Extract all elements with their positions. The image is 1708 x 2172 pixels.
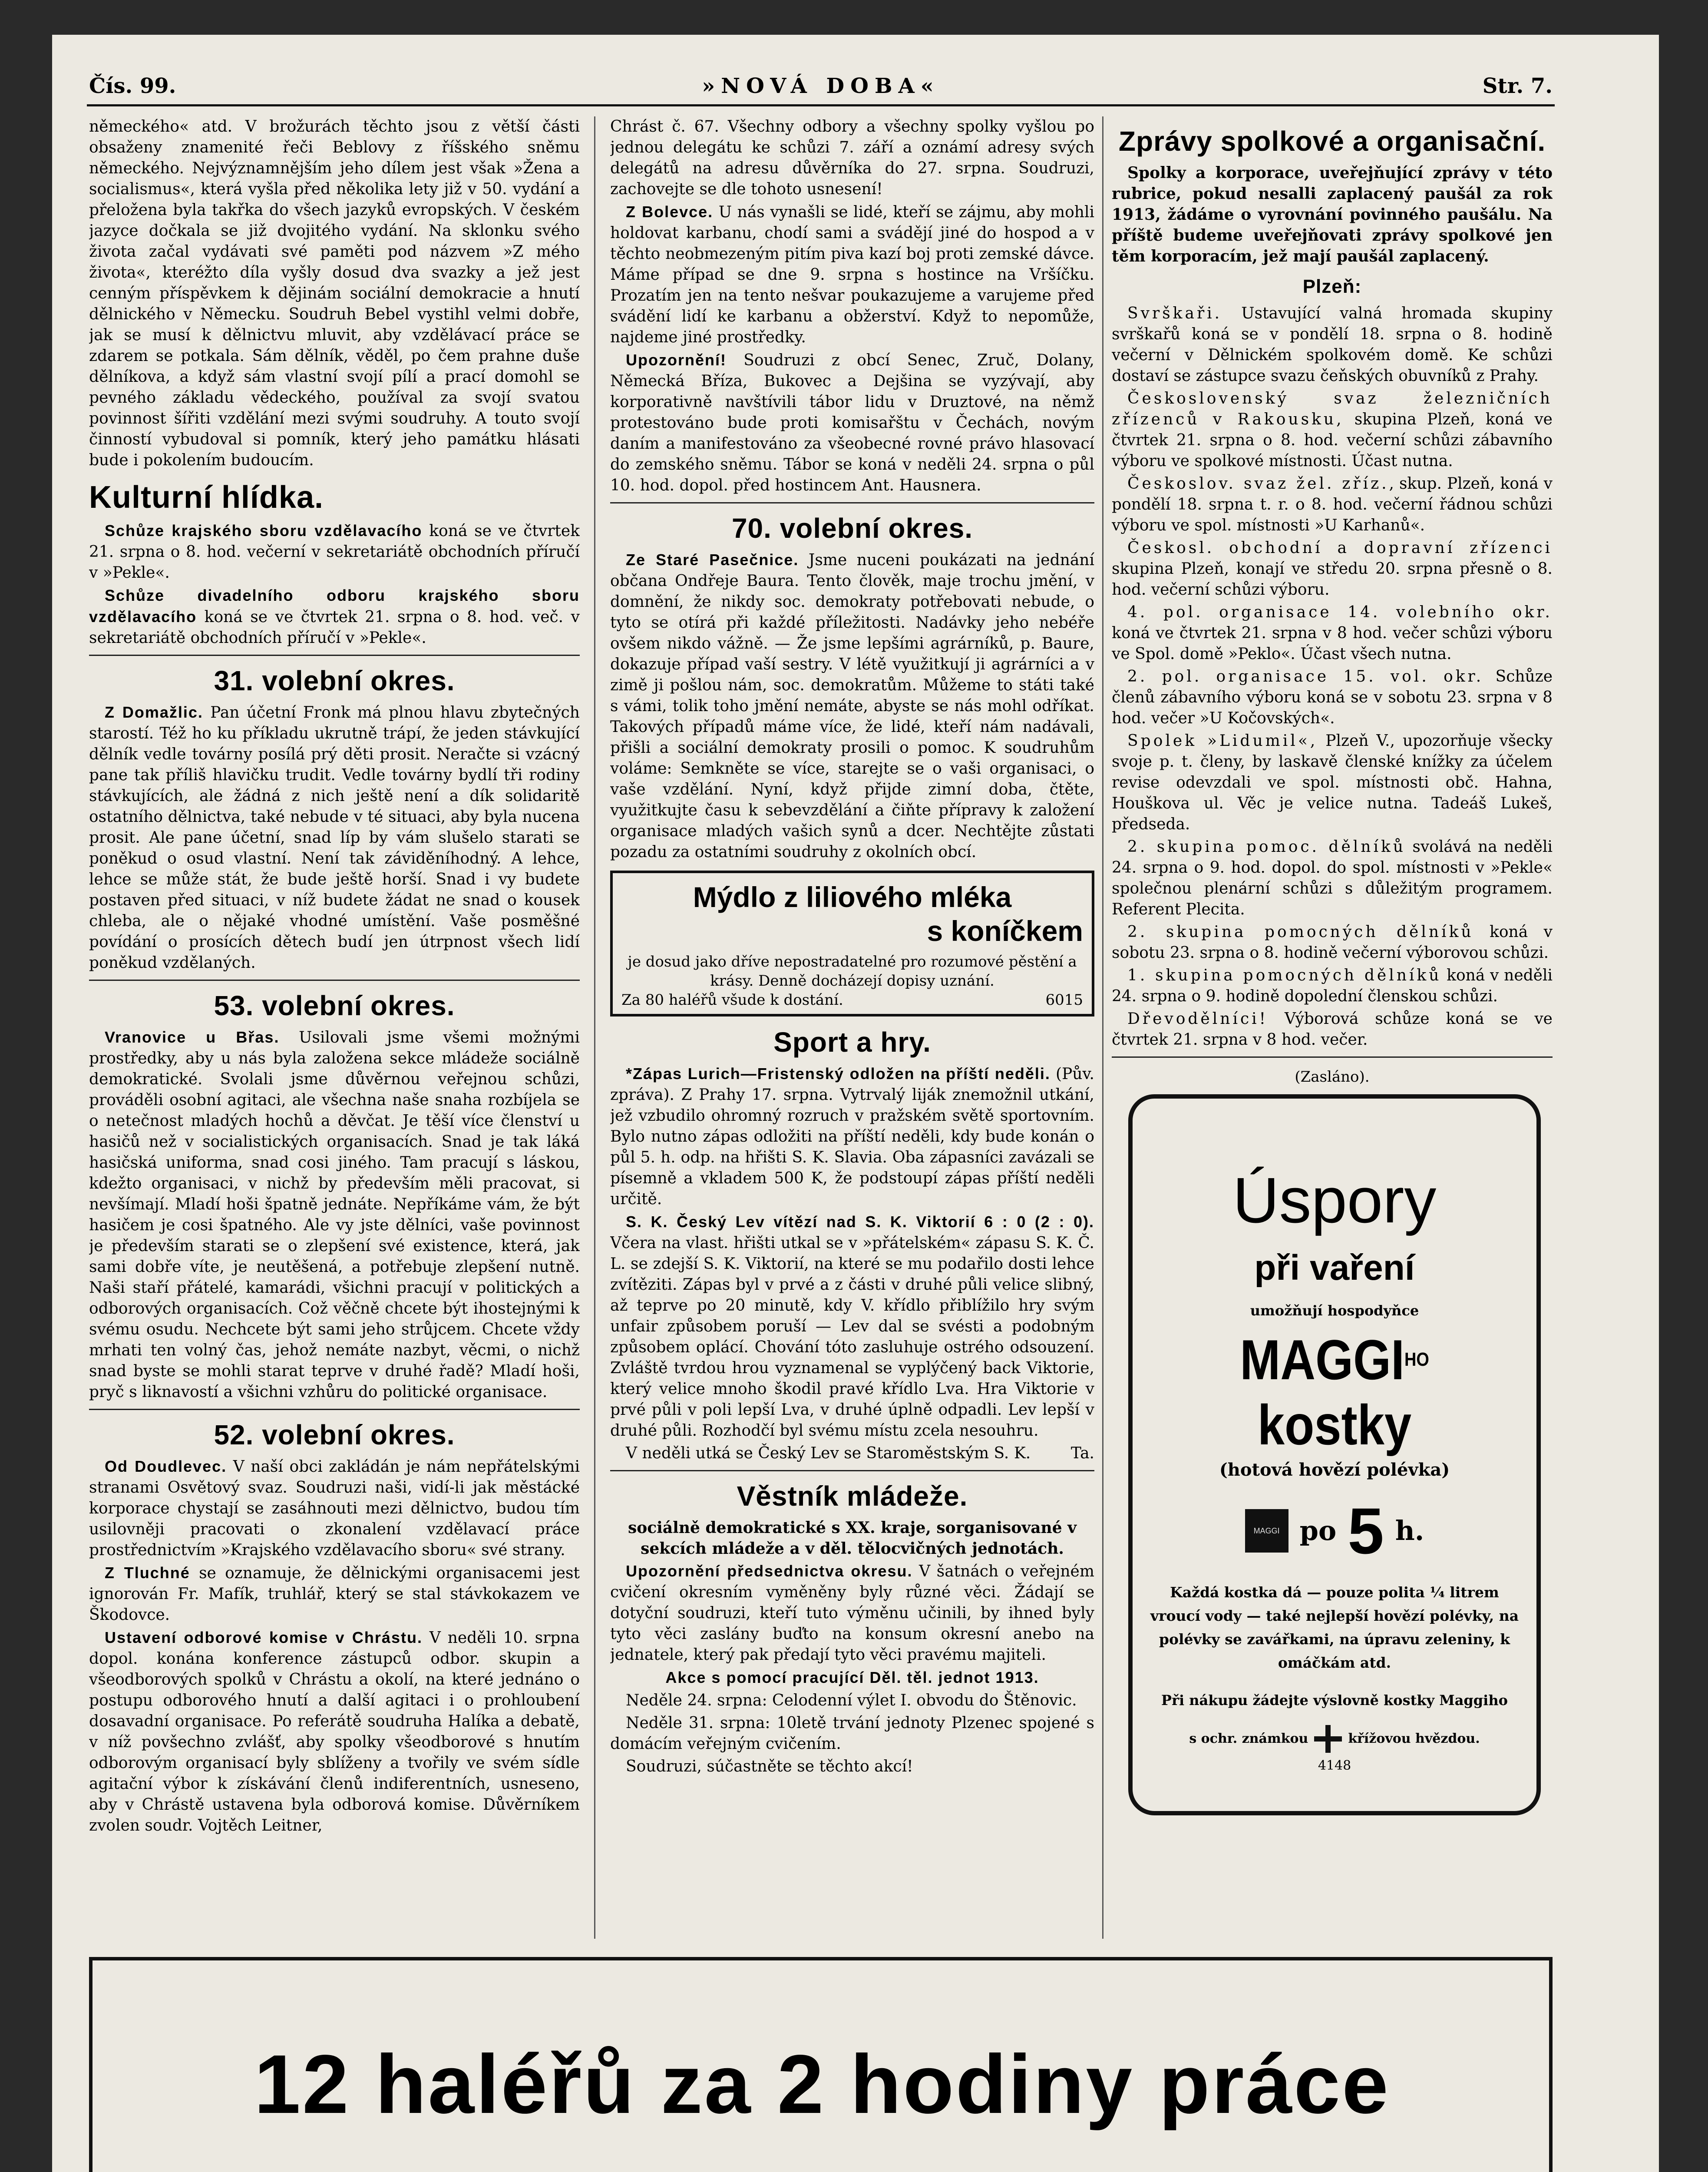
- article-paragraph: 2. skupina pomoc. dělníků svolává na neděli 24. srpna o 9. hod. dopol. do spol. místnosti v »Pekle« společnou plenární schůzi s důležitým programem. Referent Plecita.: [1112, 838, 1553, 918]
- ad-title: Mýdlo z liliového mléka: [693, 881, 1012, 913]
- article-paragraph: Českosl. obchodní a dopravní zřízenci skupina Plzeň, konají ve středu 20. srpna přesně o 8. hod. večerní schůzi výboru.: [1112, 539, 1553, 599]
- section-heading: 31. volební okres.: [214, 665, 455, 696]
- section-heading: 70. volební okres.: [731, 513, 973, 544]
- article-paragraph: Z Bolevce. U nás vynašli se lidé, kteří se zájmu, aby mohli holdovat karbanu, chodí sami a svádějí jiné do hospod a v těchto neobmezeným pitím piva kazí boj proti zemské dávce. Máme případ se dne 9. srpna s hostince na Vršíčku. Prozatím jen na tento nešvar poukazujeme a varujeme před svádění lidí ke karbanu a obžerství. Když to nepomůže, najdeme jiné prostředky.: [610, 203, 1094, 346]
- article-paragraph: V neděli utká se Český Lev se Staroměstským S. K. Ta.: [610, 1443, 1094, 1464]
- page-number: Str. 7.: [1482, 74, 1553, 98]
- column-left: [89, 116, 580, 1939]
- article-paragraph: Ze Staré Pasečnice. Jsme nuceni poukázati na jednání občana Ondřeje Baura. Tento člověk, maje trochu jmění, v domnění, že nikdy soc. demokraty potřebovati nebude, o tyto se otírá při každé příležitosti. Nadávky jeho nebéře ovšem nikdo vážně. — Že jsme lepšími agrárníků, p. Baure, dokazuje případ vaší sestry. V létě využitkují ji agrárníci a v zimě ji pošlou nám, soc. demokratům. Můžeme to státi také s vámi, tolik toho jmění nemáte, abyste se nás mohl odříkat. Takových případů máme více, že lidé, kteří nám nadávali, přišli a sociální demokraty prosili o pomoc. K soudruhům voláme: Semkněte se více, starejte se o vaši organisaci, o vaše vzdělání. Nyní, když přijde zimní doba, čtěte, využitkujte času k sebevzdělání a čiňte přípravy k založení organisace mladých vašich synů a dcer. Nechtějte zůstati pozadu za ostatními soudruhy z okolních obcí.: [610, 551, 1094, 861]
- article-paragraph: Spolek »Lidumil«, Plzeň V., upozorňuje všecky svoje p. t. členy, by laskavě členské knížky za účelem revise odevzdali ve spol. místnosti obč. Hahna, Houškova ul. Věc je velice nutna. Tadeáš Lukeš, předseda.: [1112, 732, 1553, 833]
- ad-call: Při nákupu žádejte výslovně kostky Maggiho: [1161, 1692, 1508, 1708]
- article-paragraph: Z Tluchné se oznamuje, že dělnickými organisacemi jest ignorován Fr. Mafík, truhlář, který se stal stávkokazem ve Škodovce.: [89, 1564, 580, 1624]
- ad-title: s koníčkem: [927, 915, 1083, 947]
- article-paragraph: Od Doudlevec. V naší obci zakládán je nám nepřátelskými stranami Osvětový svaz. Soudruzi naši, vidí-li jak městácké korporace chystají se zasáhnouti mezi dělnictvo, budou tím usilovněji pracovati o zkonalení vzdělavací práce prostřednictvím »Krajského vzdělavacího sboru« své strany.: [89, 1457, 580, 1559]
- ad-code: 6015: [1045, 991, 1083, 1009]
- section-divider: [1112, 1056, 1553, 1058]
- section-divider: [610, 1470, 1094, 1471]
- notice-paragraph: Schůze divadelního odboru krajského sboru vzdělavacího koná se ve čtvrtek 21. srpna o 8. hod. več. v sekretariátě obchodních příručí v »Pekle«.: [89, 586, 580, 647]
- event-line: Neděle 24. srpna: Celodenní výlet I. obvodu do Štěnovic.: [626, 1692, 1077, 1709]
- notice-paragraph: Schůze krajského sboru vzdělavacího koná se ve čtvrtek 21. srpna o 8. hod. večerní v sekretariátě obchodních příručí v »Pekle«.: [89, 522, 580, 582]
- section-divider: [610, 502, 1094, 503]
- article-paragraph: německého« atd. V brožurách těchto jsou z větší části obsaženy znamenité řeči Beblovy z říšského sněmu německého. Nejvýznamnějším jeho dílem jest však »Žena a socialismus«, která vyšla před několika lety již v 50. vydání a přeložena byla takřka do všech jazyků evropských. V českém jazyce dočkala se již dvojitého vydání. Na sklonku svého života začal vydávati své paměti pod názvem »Z mého života«, kteréžto díla vyšly dosud dva svazky a jež jest cenným příspěvkem k dějinám sociální demokracie a hnutí dělnického v Německu. Soudruh Bebel vystihl velmi dobře, jak se musí k dělnictvu mluvit, aby vzdělávací práce se zdarem se potkala. Sám dělník, věděl, po čem prahne duše dělníkova, a když sám vlastní svojí pílí a prací domohl se pevného základu vědeckého, používal za svojí svatou povinnost šířiti vzdělání mezi svými soudruhy. A touto svojí činností vybudoval si pomník, který jeho památku hlásati bude i pokolením budoucím.: [89, 118, 580, 469]
- price-unit: h.: [1395, 1515, 1424, 1546]
- ad-note: (hotová hovězí polévka): [1219, 1460, 1450, 1480]
- trademark-label: s ochr. známkou: [1189, 1731, 1308, 1746]
- section-divider: [89, 1409, 580, 1410]
- paid-notice-label: (Zasláno).: [1295, 1068, 1370, 1086]
- article-paragraph: Vranovice u Břas. Usilovali jsme všemi možnými prostředky, aby u nás byla založena sekce mládeže sociálně demokratické. Svolali jsme důvěrnou veřejnou schůzi, prováděli osobní agitaci, ale všechna naše snaha rozbíjela se o netečnost mladých hochů a děvčat. Je těší více členství u hasičů než v socialistických organisacích. Snad je tak láká hasičská uniforma, snad cosi jiného. Tam pracují s láskou, kdežto organisaci, v nichž by především měli pracovat, si nevšímají. Mladí hoši špatně jednáte. Nepříkáme vám, že být hasičem je cosi špatného. Ale vy jste dělníci, vaše povinnost je především starati se o zlepšení své existence, která, jak sami dobře víte, je neutěšená, a potřebuje zlepšení nutně. Naši staří přátelé, kamarádi, všichni pracují v politických a odborových organisacích. Což věčně chcete být ihostejnými k svému osudu. Nechcete být sami jeho strůjcem. Chcete vždy mrhati ten volný čas, jehož nemáte nazbyt, věcmi, o nichž snad byste se mohli starat teprve v druhé řadě? Mladí hoši, pryč s liknavostí a všichni vzhůru do politické organisace.: [89, 1028, 580, 1401]
- article-paragraph: *Zápas Lurich—Fristenský odložen na příští neděli. (Pův. zpráva). Z Prahy 17. srpna. Vytrvalý liják znemožnil utkání, jež vzbudilo ohromný rozruch v pražském světě sportovním. Bylo nutno zápas odložiti na příští neděli, kdy bude konán o půl 5. h. odp. na hřišti S. K. Slavia. Oba zápasníci zavázali se písemně a vkladem 500 K, že podstoupí zápas příští neděli určitě.: [610, 1065, 1094, 1208]
- header-rule: [87, 104, 1555, 106]
- page-header: [89, 74, 1553, 100]
- soap-advertisement: [610, 871, 1094, 1016]
- maggi-advertisement: [1128, 1094, 1541, 1815]
- issue-number: Čís. 99.: [89, 74, 176, 98]
- article-paragraph: Československý svaz železničních zřízenců v Rakousku, skupina Plzeň, koná ve čtvrtek 21. srpna o 8. hod. večerní schůzi zábavního výboru ve spolkové místnosti. Účast nutna.: [1112, 390, 1553, 470]
- article-paragraph: 2. skupina pomocných dělníků koná v sobotu 23. srpna o 8. hodině večerní výborovou schůzi.: [1112, 923, 1553, 962]
- article-paragraph: Českoslov. svaz žel. zříz., skup. Plzeň, koná v pondělí 18. srpna t. r. o 8. hod. večerní řádnou schůzi výboru ve spol. místnosti »U Karhanů«.: [1112, 475, 1553, 534]
- column-divider: [594, 116, 595, 1939]
- event-line: Neděle 31. srpna: 10letě trvání jednoty Plzenec spojené s domácím veřejným cvičením.: [610, 1714, 1094, 1753]
- ad-body: Každá kostka dá — pouze polita ¼ litrem vroucí vody — také nejlepší hovězí polévky, na polévky se zavářkami, na úpravu zeleniny, k omáčkám atd.: [1150, 1584, 1519, 1671]
- article-paragraph: Chrást č. 67. Všechny odbory a všechny spolky vyšlou po jednou delegátu ke schůzi 7. září a oznámí adresy svých delegátů na adresu důvěrníka do 27. srpna. Soudruzi, zachovejte se dle tohoto usnesení!: [610, 118, 1094, 198]
- event-line: Soudruzi, súčastněte se těchto akcí!: [626, 1758, 913, 1775]
- price-prefix: po: [1299, 1515, 1337, 1546]
- ad-body: je dosud jako dříve nepostradatelné pro rozumové pěstění a krásy. Denně docházejí dopisy uznání.: [628, 953, 1077, 990]
- section-heading: 52. volební okres.: [214, 1419, 455, 1450]
- subheading: sociálně demokratické s XX. kraje, sorganisované v sekcích mládeže a v děl. tělocvičných jednotách.: [628, 1519, 1077, 1558]
- city-heading: Plzeň:: [1302, 276, 1362, 297]
- column-middle: [610, 116, 1094, 1939]
- ad-brand: $MAGGI^{HO}$ kostky: [1240, 1328, 1429, 1457]
- section-heading: Sport a hry.: [773, 1026, 931, 1058]
- column-divider: [1102, 116, 1103, 1939]
- section-divider: [89, 655, 580, 656]
- ad-code: 4148: [1318, 1758, 1351, 1773]
- ad-price: 5: [1348, 1494, 1384, 1567]
- cross-star-icon: [1314, 1725, 1342, 1753]
- article-paragraph: 2. pol. organisace 15. vol. okr. Schůze členů zábavního výboru koná se v sobotu 23. srpna v 8 hod. večer »U Kočovských«.: [1112, 668, 1553, 727]
- signature: Ta.: [1070, 1444, 1094, 1462]
- ad-headline: 12 haléřů za 2 hodiny práce: [254, 2037, 1390, 2131]
- section-heading: Kulturní hlídka.: [89, 480, 324, 515]
- article-paragraph: 1. skupina pomocných dělníků koná v neděli 24. srpna o 9. hodině dopolední členskou schůzi.: [1112, 967, 1553, 1005]
- column-right: [1112, 116, 1553, 1939]
- ad-title: Úspory: [1232, 1165, 1437, 1236]
- article-paragraph: Upozornění předsednictva okresu. V šatnách o veřejném cvičení okresním vyměněny byly různé věci. Žádají se dotyční soudruzi, kteří tuto výměnu učinili, by ihned byly tyto věci zaslány buďto na konsum okresní anebo na jednatele, který pak předají tyto věci pravému majiteli.: [610, 1562, 1094, 1664]
- ad-line: umožňují hospodyňce: [1250, 1302, 1419, 1319]
- bouillon-cube-icon: MAGGI: [1245, 1509, 1288, 1553]
- washing-powder-advertisement: [89, 1957, 1553, 2172]
- masthead-title: »NOVÁ DOBA«: [702, 74, 940, 98]
- section-heading: 53. volební okres.: [214, 990, 455, 1021]
- ad-price: Za 80 haléřů všude k dostání.: [621, 991, 843, 1009]
- article-paragraph: Z Domažlic. Pan účetní Fronk má plnou hlavu zbytečných starostí. Též ho ku příkladu ukrutně trápí, že jeden stávkující dělník vedle továrny posílá prý děti prosit. Neračte si vzácný pane tak příliš hlavičku trudit. Vedle továrny bydlí tři rodiny stávkujících, ale žádná z nich ještě není a dík solidaritě ostatního dělnictva, také nebude v té situaci, aby byla nucena prosit. Ale pane účetní, snad líp by vám slušelo starati se poněkud o osud vlastní. Není tak záviděníhodný. A lehce, lehce se může stát, že bude ještě horší. Snad i vy budete postaven před situaci, v níž budete žádat ne snad o kousek chleba, ale o nějaké vhodné umístění. Vaše posměšné povídání o prosících dětech budí jen útrpnost všech lidí poněkud vzdělaných.: [89, 703, 580, 972]
- article-paragraph: Upozornění! Soudruzi z obcí Senec, Zruč, Dolany, Německá Bříza, Bukovec a Dejšina se vyzývají, aby korporativně navštívili tábor lidu v Druztové, na němž protestováno bude proti komisařštu v Čechách, novým daním a manifestováno za všeobecné rovné právo hlasovací do zemského sněmu. Tábor se koná v neděli 24. srpna o půl 10. hod. dopol. před hostincem Ant. Hausnera.: [610, 351, 1094, 494]
- notice-paragraph: Spolky a korporace, uveřejňující zprávy v této rubrice, pokud nesalli zaplacený paušál za rok 1913, žádáme o vyrovnání povinného paušálu. Na příště budeme uveřejňovati zprávy spolkové jen těm korporacím, jež mají paušál zaplacený.: [1112, 164, 1553, 265]
- section-divider: [89, 980, 580, 981]
- trademark-label: křížovou hvězdou.: [1348, 1731, 1480, 1746]
- article-paragraph: S. K. Český Lev vítězí nad S. K. Viktorií 6 : 0 (2 : 0). Včera na vlast. hřišti utkal se v »přátelském« zápasu S. K. Č. L. se zdejší S. K. Viktorií, na které se mu podařilo dosti lehce zvítěziti. Zápas byl v prvé a z části v druhé půli velice slibný, až teprve po 20 minutě, kdy V. křídlo přiblížilo hry svým unfair způsobem poruší — Lev dal se svésti a podobným způsobem oplácí. Chování tóto zasluhuje ostrého odsouzení. Zvláště tvrdou hrou vyznamenal se vyplýčený back Viktorie, který velice mnoho škodil pravé křídlo Lva. Hra Viktorie v prvé půli v poli lepší Lva, v druhé úplně odpadli. Lev lepší v druhé půli. Rozhodčí byl svému místu zcela nesouhru.: [610, 1213, 1094, 1440]
- ad-subtitle: při vaření: [1254, 1248, 1415, 1288]
- article-paragraph: Dřevodělníci! Výborová schůze koná se ve čtvrtek 21. srpna v 8 hod. večer.: [1112, 1010, 1553, 1049]
- section-heading: Věstník mládeže.: [737, 1480, 968, 1512]
- article-paragraph: Ustavení odborové komise v Chrástu. V neděli 10. srpna dopol. konána konference zástupců odbor. skupin a všeodborových spolků v Chrástu a okolí, na které jednáno o postupu odborového hnutí a další agitaci i o prohloubení dosavadní organisace. Po referátě soudruha Halíka a debatě, v níž povšechno zvlášť, aby spolky všeodborové s hnutím odborovým organisací byly sblíženy a tvořily ve svém sídle agitační výbor k získávání členů indiferentních, usneseno, aby v Chrástě ustavena byla odborová komise. Důvěrníkem zvolen soudr. Vojtěch Leitner,: [89, 1629, 580, 1834]
- event-heading: Akce s pomocí pracující Děl. těl. jednot 1913.: [665, 1669, 1039, 1686]
- article-paragraph: 4. pol. organisace 14. volebního okr. koná ve čtvrtek 21. srpna v 8 hod. večer schůzi výboru ve Spol. domě »Peklo«. Účast všech nutna.: [1112, 603, 1553, 663]
- section-heading: Zprávy spolkové a organisační.: [1118, 126, 1546, 157]
- article-paragraph: Svrškaři. Ustavující valná hromada skupiny svrškařů koná se v pondělí 18. srpna o 8. hodině večerní v Dělnickém spolkovém domě. Ke schůzi dostaví se zástupce svazu čeňských obuvníků z Prahy.: [1112, 305, 1553, 385]
